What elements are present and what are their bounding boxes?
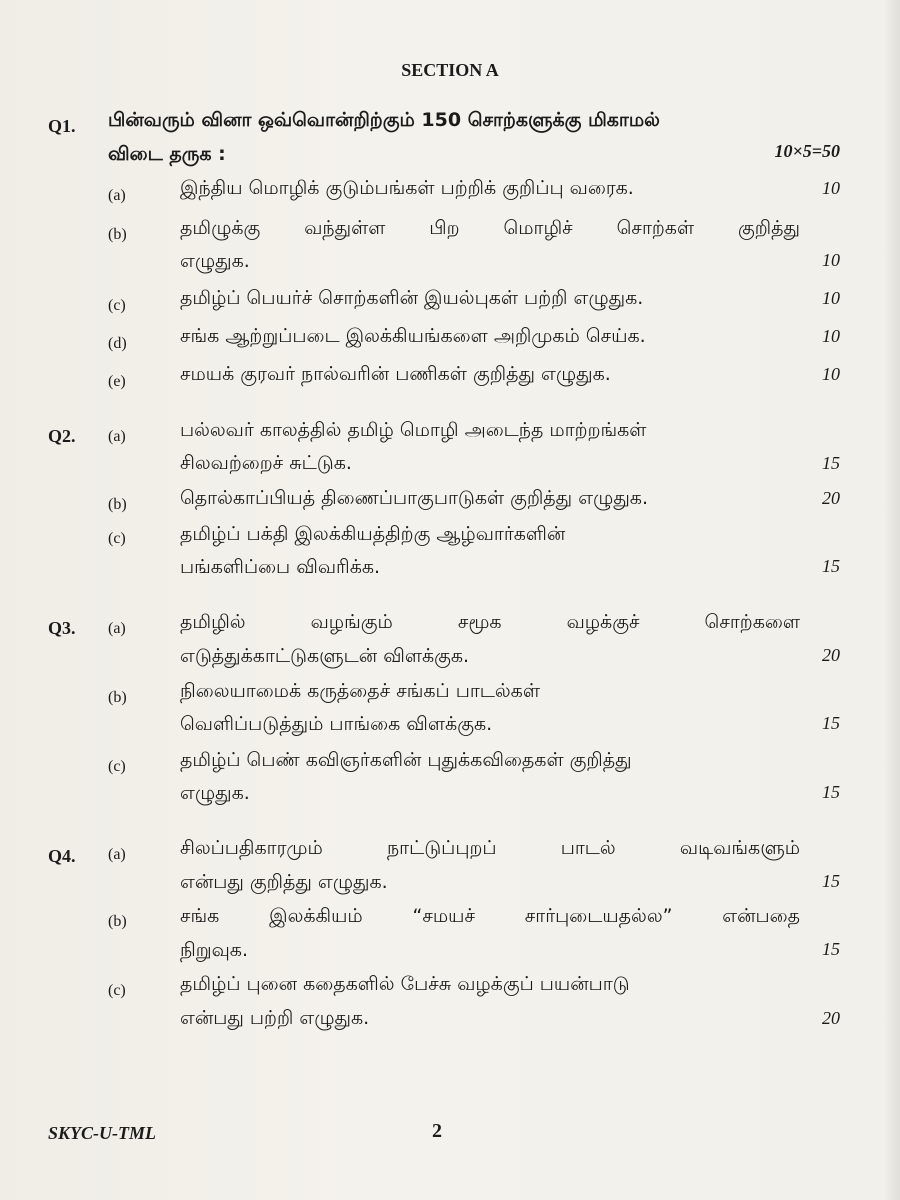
q1-part-e-text: சமயக் குரவர் நால்வரின் பணிகள் குறித்து எழுதுக. <box>180 363 611 385</box>
q1-part-d-text: சங்க ஆற்றுப்படை இலக்கியங்களை அறிமுகம் செய்க. <box>180 325 646 347</box>
q2-part-a-line2: சிலவற்றைச் சுட்டுக. <box>180 452 352 474</box>
q1-part-c-text: தமிழ்ப் பெயர்ச் சொற்களின் இயல்புகள் பற்றி எழுதுக. <box>180 287 644 309</box>
q1-part-c-marks: 10 <box>822 288 840 308</box>
q2-part-c-line2: பங்களிப்பை விவரிக்க. <box>180 556 381 578</box>
q1-part-a-marks: 10 <box>822 178 840 198</box>
q1-part-label-b: (b) <box>108 226 127 243</box>
question-number-q4: Q4. <box>48 846 76 866</box>
q4-part-label-b: (b) <box>108 913 127 930</box>
q1-part-b-line2: எழுதுக. <box>180 250 250 272</box>
q1-part-b-marks: 10 <box>822 250 840 270</box>
q4-part-b-marks: 15 <box>822 939 840 959</box>
q1-part-label-d: (d) <box>108 335 127 352</box>
footer-paper-code: SKYC-U-TML <box>48 1123 156 1143</box>
q3-part-a-line1: தமிழில் வழங்கும் சமூக வழக்குச் சொற்களை <box>180 611 800 633</box>
q2-part-a-marks: 15 <box>822 453 840 473</box>
q3-part-label-b: (b) <box>108 689 127 706</box>
q2-part-label-b: (b) <box>108 496 127 513</box>
q2-part-b-marks: 20 <box>822 488 840 508</box>
q4-part-a-marks: 15 <box>822 871 840 891</box>
q2-part-a-line1: பல்லவர் காலத்தில் தமிழ் மொழி அடைந்த மாற்றங்கள் <box>180 419 647 441</box>
q2-part-label-c: (c) <box>108 530 126 547</box>
q4-part-c-marks: 20 <box>822 1008 840 1028</box>
q1-part-label-c: (c) <box>108 297 126 314</box>
q1-part-d-marks: 10 <box>822 326 840 346</box>
q3-part-c-line1: தமிழ்ப் பெண் கவிஞர்களின் புதுக்கவிதைகள் குறித்து <box>180 749 632 771</box>
q1-part-label-e: (e) <box>108 373 126 390</box>
q4-part-b-line2: நிறுவுக. <box>180 939 248 961</box>
q1-intro-line2: விடை தருக : <box>108 143 226 165</box>
question-number-q1: Q1. <box>48 116 76 136</box>
footer-page-number: 2 <box>432 1120 442 1142</box>
q4-part-label-a: (a) <box>108 846 126 863</box>
q3-part-c-line2: எழுதுக. <box>180 782 250 804</box>
q2-part-label-a: (a) <box>108 428 126 445</box>
q1-part-b-line1: தமிழுக்கு வந்துள்ள பிற மொழிச் சொற்கள் குறித்து <box>180 217 800 239</box>
q1-part-e-marks: 10 <box>822 364 840 384</box>
q3-part-a-marks: 20 <box>822 645 840 665</box>
q2-part-c-marks: 15 <box>822 556 840 576</box>
question-number-q3: Q3. <box>48 618 76 638</box>
q1-part-label-a: (a) <box>108 187 126 204</box>
q4-part-c-line1: தமிழ்ப் புனை கதைகளில் பேச்சு வழக்குப் பயன்பாடு <box>180 973 630 995</box>
q3-part-label-c: (c) <box>108 758 126 775</box>
question-number-q2: Q2. <box>48 426 76 446</box>
q4-part-c-line2: என்பது பற்றி எழுதுக. <box>180 1007 370 1029</box>
q3-part-b-marks: 15 <box>822 713 840 733</box>
q3-part-b-line1: நிலையாமைக் கருத்தைச் சங்கப் பாடல்கள் <box>180 680 540 702</box>
q4-part-b-line1: சங்க இலக்கியம் “சமயச் சார்புடையதல்ல” என்பதை <box>180 905 800 927</box>
q4-part-a-line1: சிலப்பதிகாரமும் நாட்டுப்புறப் பாடல் வடிவங்களும் <box>180 837 800 859</box>
section-title: SECTION A <box>401 60 499 80</box>
q2-part-c-line1: தமிழ்ப் பக்தி இலக்கியத்திற்கு ஆழ்வார்களின் <box>180 523 566 545</box>
q3-part-label-a: (a) <box>108 620 126 637</box>
q3-part-a-line2: எடுத்துக்காட்டுகளுடன் விளக்குக. <box>180 645 470 667</box>
q3-part-b-line2: வெளிப்படுத்தும் பாங்கை விளக்குக. <box>180 713 493 735</box>
q3-part-c-marks: 15 <box>822 782 840 802</box>
page-edge-shadow <box>884 0 900 1200</box>
q4-part-a-line2: என்பது குறித்து எழுதுக. <box>180 871 388 893</box>
q4-part-label-c: (c) <box>108 982 126 999</box>
q2-part-b-text: தொல்காப்பியத் திணைப்பாகுபாடுகள் குறித்து எழுதுக. <box>180 487 648 509</box>
q1-total-marks: 10×5=50 <box>774 141 840 161</box>
q1-intro-line1: பின்வரும் வினா ஒவ்வொன்றிற்கும் 150 சொற்களுக்கு மிகாமல் <box>108 109 660 131</box>
q1-part-a-text: இந்திய மொழிக் குடும்பங்கள் பற்றிக் குறிப்பு வரைக. <box>180 177 634 199</box>
